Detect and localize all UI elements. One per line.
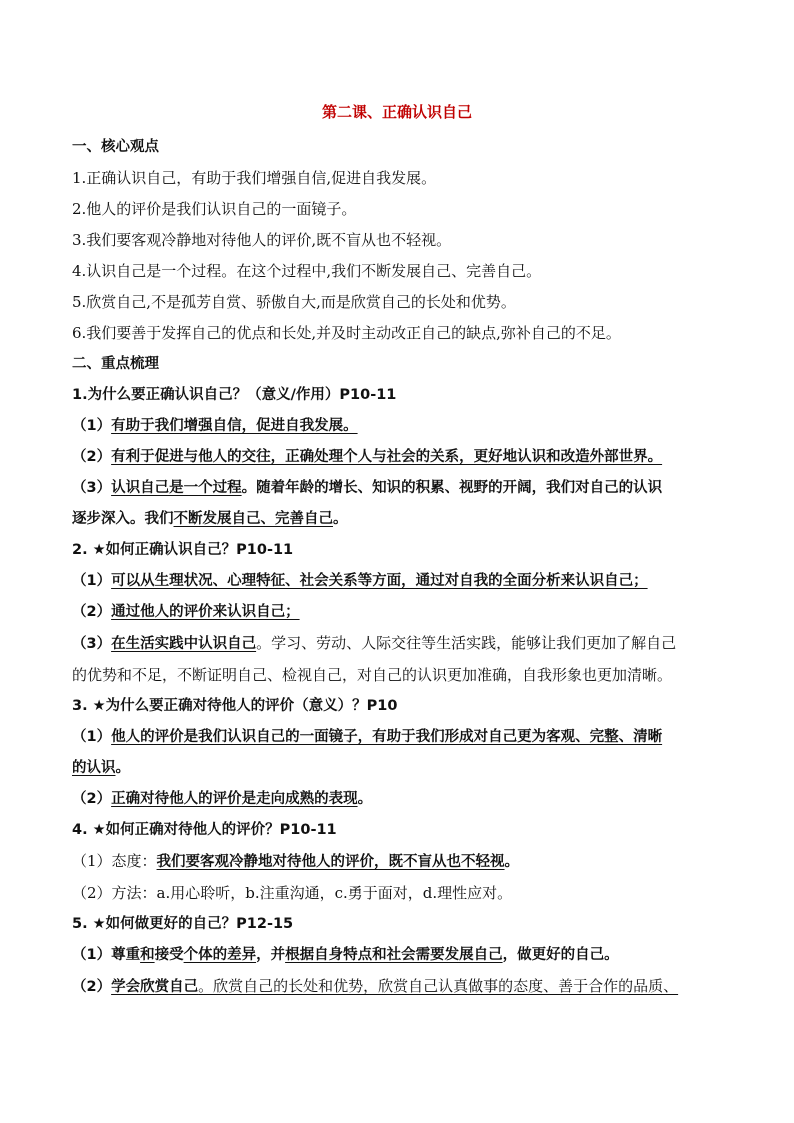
answer-line (72, 971, 736, 1003)
answer-line (72, 722, 736, 753)
answer-text: 可以从生理状况、心理特征、社会关系等方面，通过对自我的全面分析来认识自己； (111, 573, 648, 589)
answer-text: 。 (333, 511, 348, 527)
answer-number: （2） (72, 979, 112, 995)
question-title: 5. ★如何做更好的自己？P12-15 (72, 916, 294, 932)
answer-text: 的认识 (72, 760, 116, 776)
question-title: 1.为什么要正确认识自己？（意义/作用）P10-11 (72, 387, 397, 403)
answer-text: 认识自己是一个过程 (111, 480, 242, 496)
page-title: 第二课、正确认识自己 (321, 103, 472, 121)
question-title: 3. ★为什么要正确对待他人的评价（意义）？P10 (72, 698, 398, 714)
answer-text: 逐步深入。我们 (72, 511, 174, 527)
answer-line: 的优势和不足，不断证明自己、检视自己，对自己的认识更加准确，自我形象也更加清晰。 (72, 666, 673, 684)
answer-text: 和 (140, 947, 155, 963)
answer-line (72, 784, 736, 815)
question-title: 4. ★如何正确对待他人的评价？P10-11 (72, 822, 337, 838)
answer-number: （2） (72, 604, 112, 620)
answer-line (72, 504, 736, 535)
answer-text: ，做更好的自己。 (502, 947, 619, 963)
answer-text: 不断发展自己、完善自己 (173, 511, 333, 527)
answer-text: 我们要客观冷静地对待他人的评价，既不盲从也不轻视 (156, 854, 505, 870)
answer-line (72, 846, 736, 878)
answer-text: 有利于促进与他人的交往，正确处理个人与社会的关系，更好地认识和改造外部世界。 (111, 449, 663, 465)
answer-line (72, 566, 736, 597)
answer-text: 有助于我们增强自信，促进自我发展。 (111, 418, 358, 434)
answer-line (72, 753, 736, 784)
answer-text: 通过他人的评价来认识自己； (111, 604, 300, 620)
core-view-item: 6.我们要善于发挥自己的优点和长处,并及时主动改正自己的缺点,弥补自己的不足。 (72, 324, 621, 342)
document-body (72, 132, 736, 1003)
answer-number: （3） (72, 636, 112, 652)
core-view-item: 5.欣赏自己,不是孤芳自赏、骄傲自大,而是欣赏自己的长处和优势。 (72, 293, 516, 311)
answer-number: （1） (72, 418, 112, 434)
core-view-item: 2.他人的评价是我们认识自己的一面镜子。 (72, 200, 357, 218)
question-title: 2. ★如何正确认识自己？P10-11 (72, 542, 294, 558)
core-view-item: 1.正确认识自己，有助于我们增强自信,促进自我发展。 (72, 169, 437, 187)
answer-line (72, 411, 736, 442)
answer-number: （1） (72, 573, 112, 589)
answer-text: 。 (357, 791, 373, 807)
answer-line (72, 442, 736, 473)
core-view-item: 4.认识自己是一个过程。在这个过程中,我们不断发展自己、完善自己。 (72, 262, 542, 280)
answer-text: 正确对待他人的评价是走向成熟的表现 (111, 791, 358, 807)
answer-text: 。 (504, 854, 520, 870)
answer-line (72, 940, 736, 971)
answer-text: 。欣赏自己的长处和优势，欣赏自己认真做事的态度、善于合作的品质、 (198, 977, 679, 995)
answer-text: 尊重 (111, 947, 141, 963)
answer-text: 在生活实践中认识自己 (111, 636, 257, 652)
answer-line (72, 597, 736, 628)
answer-text: 根据自身特点和社会需要发展自己 (285, 947, 503, 963)
answer-number: （2） (72, 791, 112, 807)
answer-number: （1） (72, 947, 112, 963)
answer-number: （2） (72, 449, 112, 465)
answer-line (72, 473, 736, 504)
answer-text: 。随着年龄的增长、知识的积累、视野的开阔，我们对自己的认识 (241, 480, 663, 496)
core-view-item: 3.我们要客观冷静地对待他人的评价,既不盲从也不轻视。 (72, 231, 452, 249)
answer-text: 。学习、劳动、人际交往等生活实践，能够让我们更加了解自己 (256, 634, 677, 652)
section-heading-core-views: 一、核心观点 (72, 139, 159, 155)
answer-label: （1）态度： (72, 852, 157, 870)
answer-text: 个体的差异 (183, 947, 257, 963)
answer-line: （2）方法：a.用心聆听，b.注重沟通，c.勇于面对，d.理性应对。 (72, 884, 513, 902)
answer-line (72, 628, 736, 660)
answer-text: 学会欣赏自己 (111, 979, 199, 995)
answer-number: （1） (72, 729, 112, 745)
answer-text: ，并 (256, 947, 286, 963)
section-heading-key-points: 二、重点梳理 (72, 356, 159, 372)
answer-text: 接受 (154, 947, 184, 963)
answer-number: （3） (72, 480, 112, 496)
answer-text: 他人的评价是我们认识自己的一面镜子，有助于我们形成对自己更为客观、完整、清晰 (111, 729, 663, 745)
answer-text: 。 (115, 760, 130, 776)
